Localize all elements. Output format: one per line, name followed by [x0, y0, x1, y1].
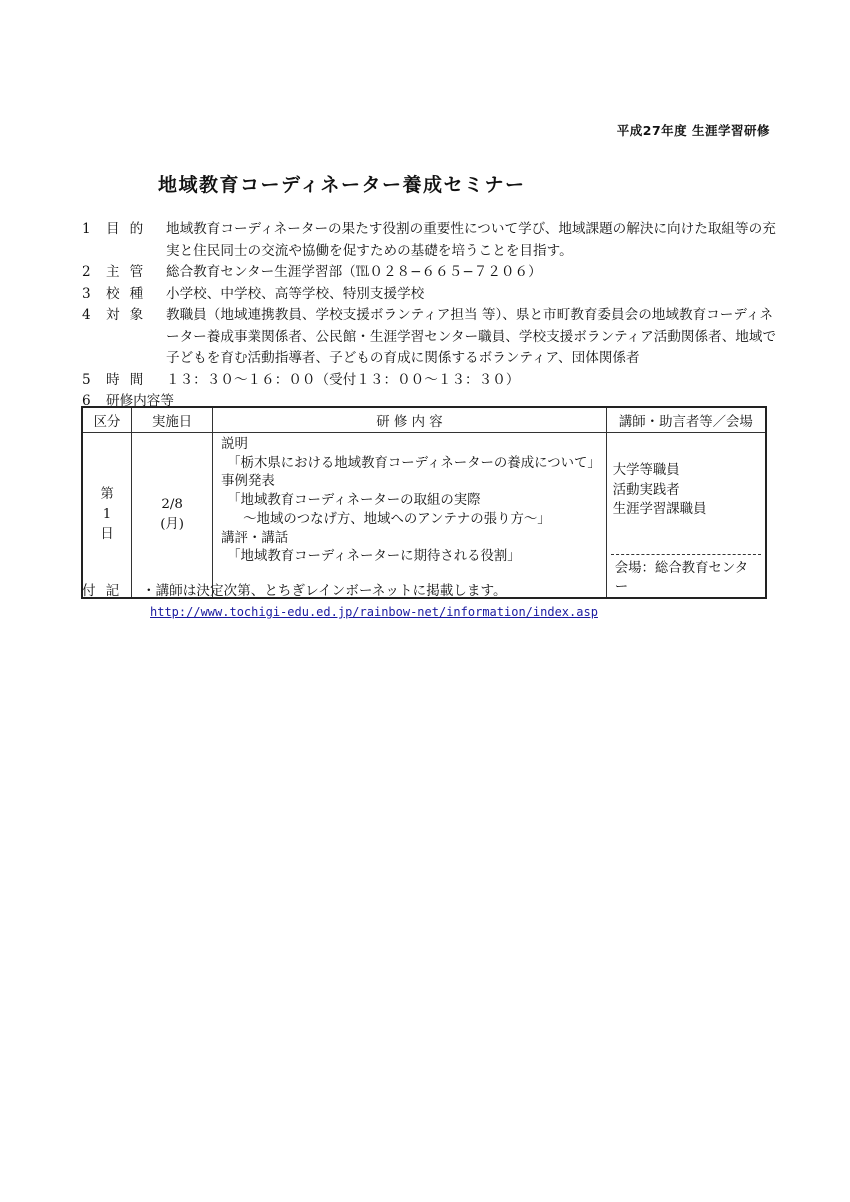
- item-label: 目的: [106, 221, 154, 237]
- item-body: 小学校、中学校、高等学校、特別支援学校: [166, 285, 425, 302]
- notes-row: [82, 581, 598, 602]
- item-number: 2: [82, 264, 91, 280]
- instructor-list: [607, 433, 765, 554]
- day-cell: [82, 433, 132, 599]
- notes-text: ・講師は決定次第、とちぎレインボーネットに掲載します。: [142, 583, 507, 599]
- notes-label: 付記: [82, 583, 130, 599]
- content-line: 講評・講話: [221, 530, 289, 546]
- instructor-item: 活動実践者: [612, 482, 680, 498]
- item-body: 地域教育コーディネーターの果たす役割の重要性について学び、地域課題の解決に向けた取組等の充実と住民同士の交流や協働を促すための基礎を培うことを目指す。: [166, 221, 776, 259]
- table-row: [82, 433, 766, 599]
- date-value: 2/8: [161, 497, 183, 512]
- content-line: 事例発表: [221, 474, 275, 490]
- day-char: 日: [100, 527, 114, 542]
- item-target: [82, 305, 782, 370]
- content-line: 「地域教育コーディネーターに期待される役割」: [227, 549, 521, 565]
- header-division: 区分: [82, 407, 132, 433]
- item-body: 教職員（地域連携教員、学校支援ボランティア担当 等）、県と市町教育委員会の地域教育コーディネーター養成事業関係者、公民館・生涯学習センター職員、学校支援ボランティア活動関係者、地域で子どもを育む活動指導者、子どもの育成に関係するボランティア、団体関係者: [166, 307, 777, 366]
- item-label: 対象: [106, 307, 154, 323]
- venue-text: 会場：総合教育センター: [611, 554, 761, 597]
- date-cell: [132, 433, 213, 599]
- overview-list: [82, 219, 782, 413]
- item-number: 1: [82, 221, 91, 237]
- content-line: 「地域教育コーディネーターの取組の実際: [227, 493, 481, 509]
- item-school-type: [82, 284, 782, 306]
- day-char: 第: [100, 487, 114, 502]
- header-content: 研 修 内 容: [213, 407, 607, 433]
- weekday-value: (月): [160, 517, 185, 532]
- item-label: 時間: [106, 371, 154, 388]
- content-line: 説明: [221, 437, 248, 452]
- item-purpose: [82, 219, 782, 262]
- instructor-item: 生涯学習課職員: [612, 502, 707, 518]
- item-label: 校種: [106, 285, 154, 302]
- content-cell: [213, 433, 607, 599]
- instructor-item: 大学等職員: [612, 463, 680, 478]
- header-date: 実施日: [132, 407, 213, 433]
- instructor-cell: [606, 433, 766, 599]
- item-number: 4: [82, 307, 91, 323]
- day-char: 1: [102, 507, 112, 522]
- schedule-table-wrapper: [81, 406, 767, 599]
- rainbow-net-link[interactable]: http://www.tochigi-edu.ed.jp/rainbow-net/information/index.asp: [150, 605, 598, 619]
- item-number: 3: [82, 285, 91, 302]
- item-number: 5: [82, 371, 91, 388]
- notes-section: [82, 581, 598, 623]
- item-organizer: [82, 262, 782, 284]
- header-note: 平成27年度 生涯学習研修: [616, 123, 770, 138]
- content-line: 「栃木県における地域教育コーディネーターの養成について」: [227, 455, 601, 471]
- item-label: 主管: [106, 264, 154, 280]
- table-header-row: [82, 407, 766, 433]
- item-body: １３：３０〜１６：００（受付１３：００〜１３：３０）: [166, 371, 520, 388]
- schedule-table: [81, 406, 767, 599]
- item-time: [82, 370, 782, 392]
- page-title: 地域教育コーディネーター養成セミナー: [158, 174, 526, 196]
- item-number: 6: [82, 393, 91, 409]
- content-line: 〜地域のつなげ方、地域へのアンテナの張り方〜」: [243, 511, 551, 527]
- header-instructor: 講師・助言者等／会場: [606, 407, 766, 433]
- item-body: 総合教育センター生涯学習部（℡０２８−６６５−７２０６）: [166, 264, 542, 280]
- item-label: 研修内容等: [106, 393, 174, 409]
